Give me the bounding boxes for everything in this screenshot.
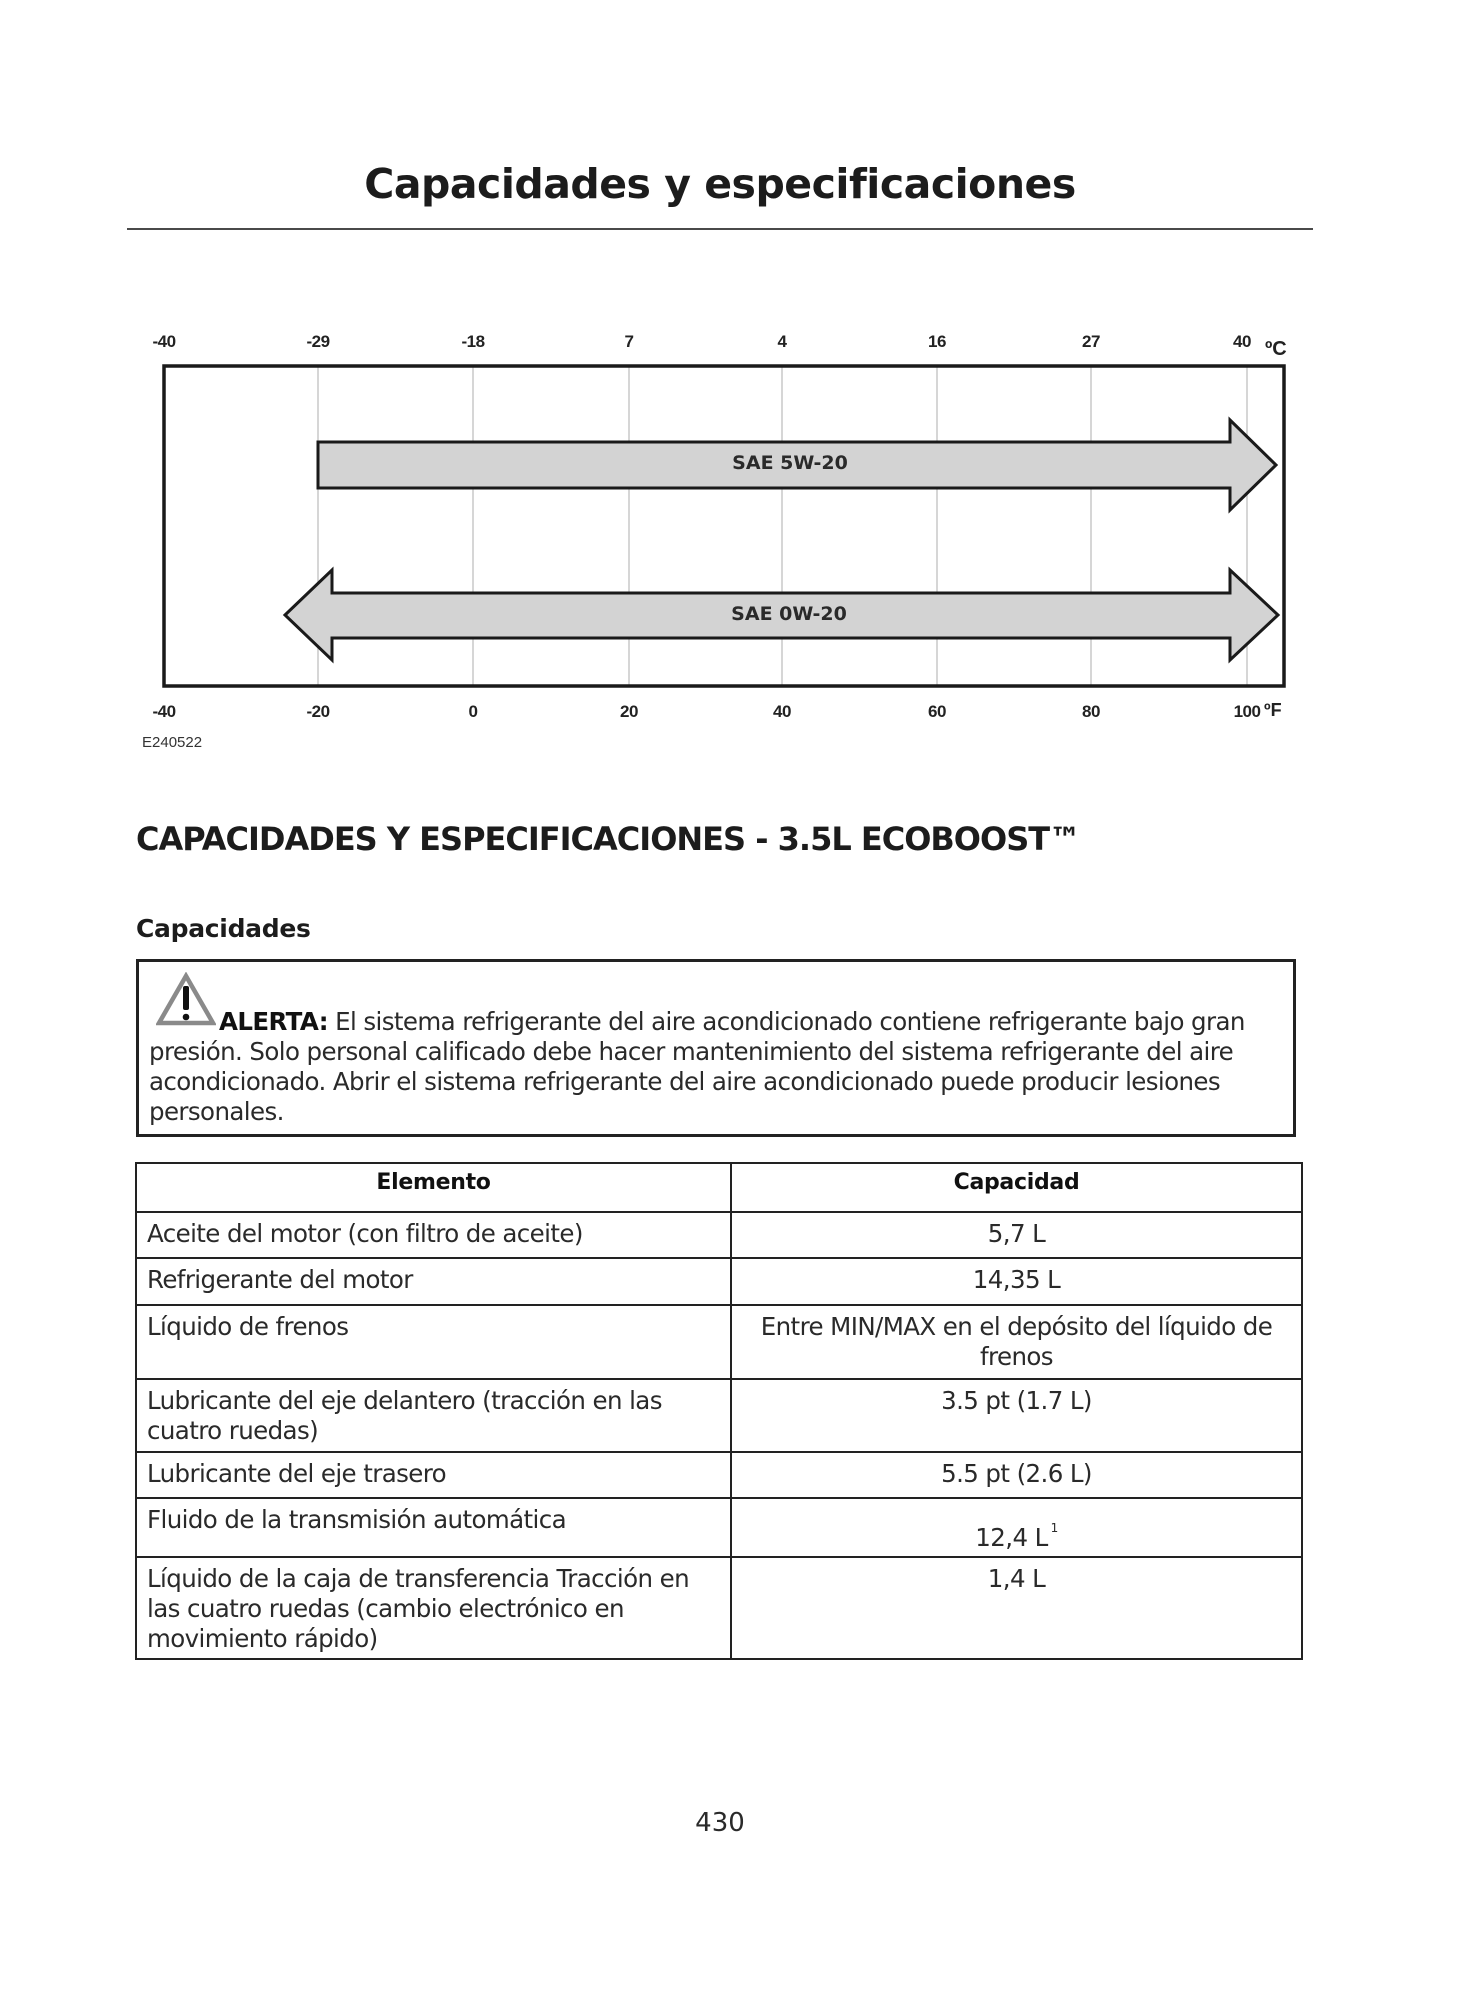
capacity-cell: [731, 1498, 1302, 1557]
column-header-element: Elemento: [136, 1163, 731, 1212]
footnote-marker: 1: [1050, 1520, 1058, 1535]
oil-viscosity-chart: [0, 0, 1471, 800]
celsius-tick: 27: [1082, 332, 1100, 351]
item-cell: Lubricante del eje trasero: [136, 1452, 731, 1498]
chart-graphic: [0, 0, 1471, 800]
column-header-capacity: Capacidad: [731, 1163, 1302, 1212]
subsection-heading: Capacidades: [136, 914, 311, 943]
capacity-cell: 3.5 pt (1.7 L): [731, 1379, 1302, 1452]
table-row: [136, 1379, 1302, 1452]
celsius-tick: 40: [1233, 332, 1251, 351]
fahrenheit-unit-label: ºF: [1264, 700, 1282, 720]
table-row: [136, 1557, 1302, 1659]
celsius-tick: -40: [152, 332, 176, 351]
fahrenheit-tick: -20: [306, 702, 330, 721]
alert-body: El sistema refrigerante del aire acondicionado contiene refrigerante bajo gran presión. Solo personal calificado debe hacer mantenimiento del sistema refrigerante del aire acondicionado. Abrir el sistema refrigerante del aire acondicionado puede producir lesiones personales.: [149, 1007, 1245, 1126]
section-heading: CAPACIDADES Y ESPECIFICACIONES - 3.5L ECOBOOST™: [136, 820, 1081, 858]
table-row: [136, 1305, 1302, 1379]
page-number: 430: [695, 1808, 745, 1838]
fahrenheit-tick: 100: [1233, 702, 1261, 721]
celsius-tick: 16: [928, 332, 946, 351]
table-header-row: [136, 1163, 1302, 1212]
table-row: [136, 1212, 1302, 1258]
capacity-cell: 1,4 L: [731, 1557, 1302, 1659]
item-cell: Lubricante del eje delantero (tracción en las cuatro ruedas): [136, 1379, 731, 1452]
table-row: [136, 1498, 1302, 1557]
fahrenheit-tick: 80: [1082, 702, 1100, 721]
capacity-cell: 5,7 L: [731, 1212, 1302, 1258]
item-cell: Líquido de la caja de transferencia Tracción en las cuatro ruedas (cambio electrónico en movimiento rápido): [136, 1557, 731, 1659]
capacity-cell: Entre MIN/MAX en el depósito del líquido de frenos: [731, 1305, 1302, 1379]
capacity-cell: 14,35 L: [731, 1258, 1302, 1305]
alert-message: [149, 1007, 1289, 1127]
fahrenheit-tick: 40: [773, 702, 791, 721]
alert-label: ALERTA:: [219, 1007, 328, 1036]
capacity-cell: 5.5 pt (2.6 L): [731, 1452, 1302, 1498]
table-row: [136, 1258, 1302, 1305]
capacity-value: 12,4 L: [975, 1522, 1048, 1552]
page-title: Capacidades y especificaciones: [364, 160, 1076, 208]
item-cell: Refrigerante del motor: [136, 1258, 731, 1305]
celsius-tick: -29: [306, 332, 330, 351]
fahrenheit-tick: 60: [928, 702, 946, 721]
celsius-unit-label: ºC: [1265, 338, 1287, 360]
celsius-tick: 7: [624, 332, 634, 351]
sae-5w20-label: SAE 5W-20: [732, 452, 848, 474]
item-cell: Líquido de frenos: [136, 1305, 731, 1379]
item-cell: Aceite del motor (con filtro de aceite): [136, 1212, 731, 1258]
fahrenheit-tick: -40: [152, 702, 176, 721]
capacities-table: [135, 1162, 1303, 1660]
celsius-tick: -18: [461, 332, 485, 351]
fahrenheit-tick: 0: [468, 702, 478, 721]
item-cell: Fluido de la transmisión automática: [136, 1498, 731, 1557]
table-row: [136, 1452, 1302, 1498]
sae-0w20-label: SAE 0W-20: [731, 603, 847, 625]
figure-id: E240522: [142, 734, 203, 751]
fahrenheit-tick: 20: [620, 702, 638, 721]
alert-box: [136, 959, 1296, 1137]
celsius-tick: 4: [777, 332, 787, 351]
